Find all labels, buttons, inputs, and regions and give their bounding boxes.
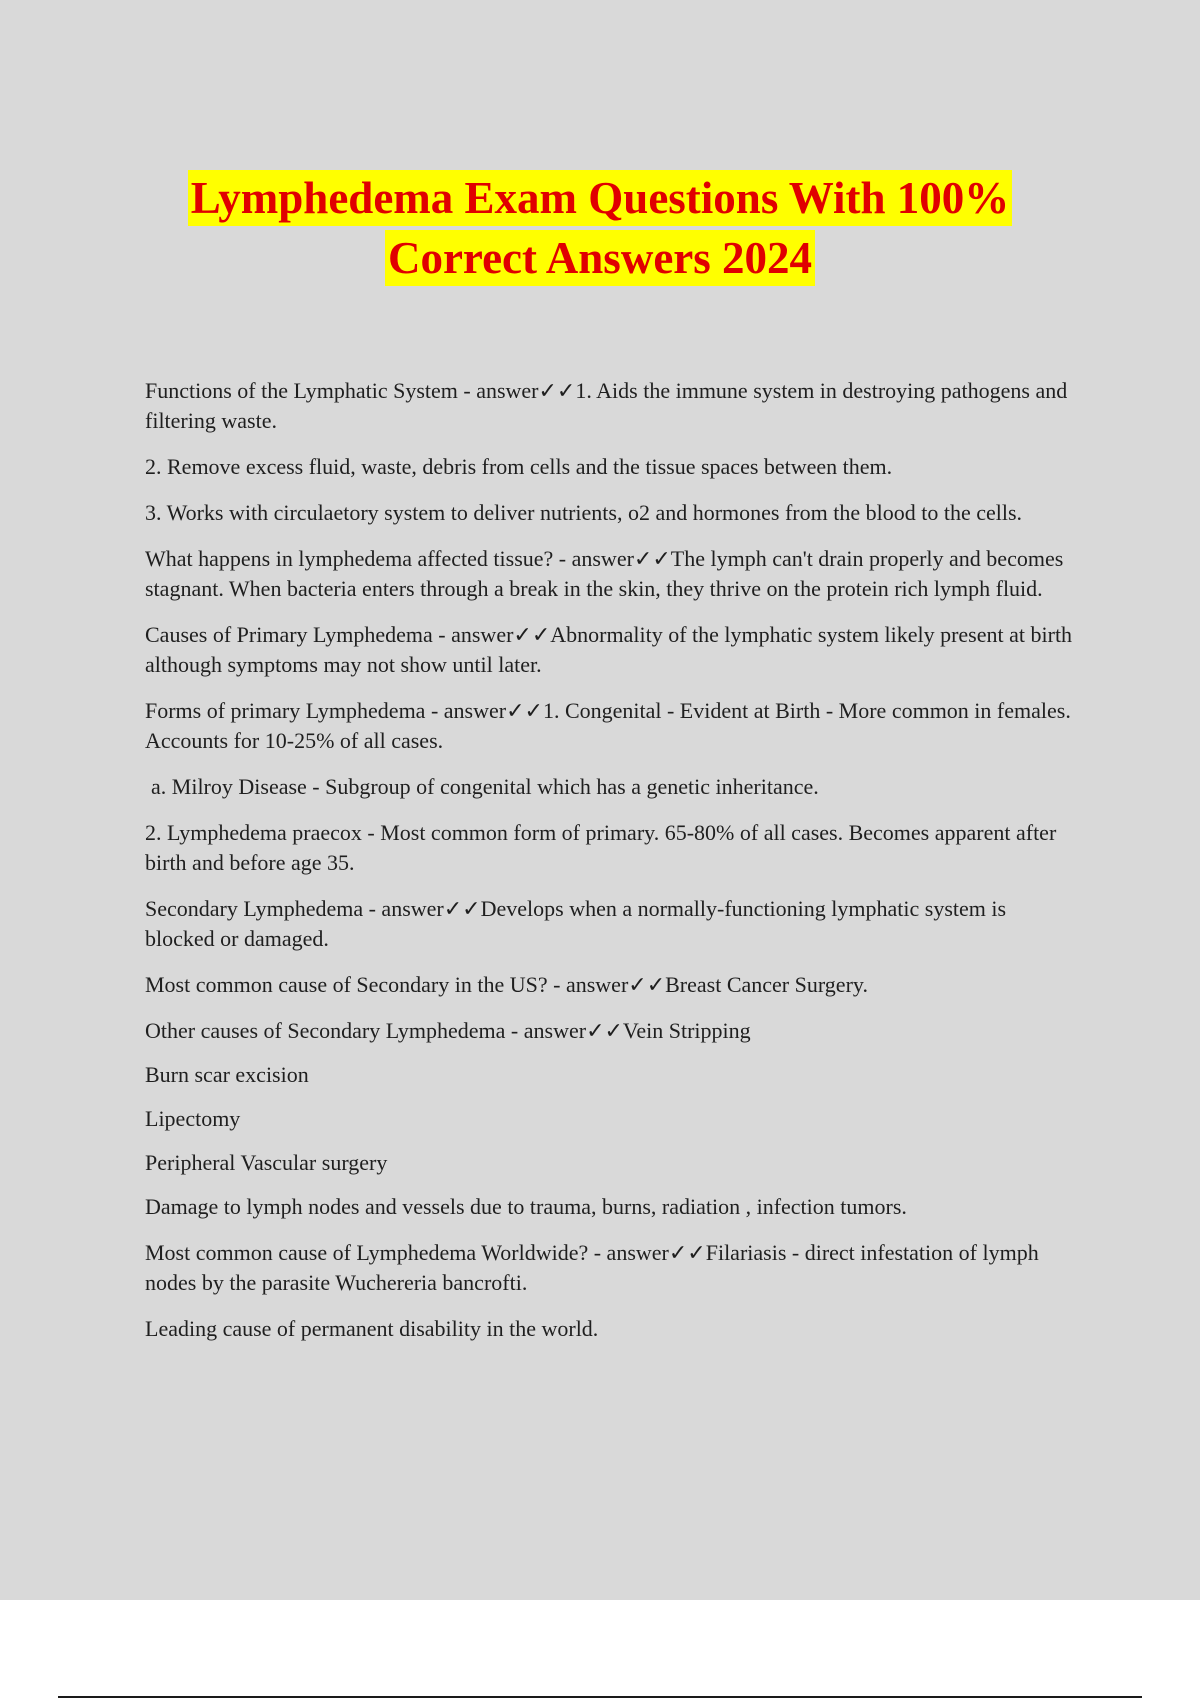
- paragraph: Other causes of Secondary Lymphedema - answer✓✓Vein Stripping: [145, 1018, 751, 1043]
- paragraph: Leading cause of permanent disability in the world.: [145, 1316, 599, 1341]
- title-line-1: Lymphedema Exam Questions With 100%: [188, 170, 1012, 226]
- document-title: [0, 168, 1200, 288]
- paragraph: Causes of Primary Lymphedema - answer✓✓Abnormality of the lymphatic system likely present at birth although symptoms may not show until later.: [145, 622, 1073, 677]
- paragraph: Damage to lymph nodes and vessels due to trauma, burns, radiation , infection tumors.: [145, 1194, 907, 1219]
- paragraph: Peripheral Vascular surgery: [145, 1150, 388, 1175]
- paragraph: Most common cause of Lymphedema Worldwide? - answer✓✓Filariasis - direct infestation of lymph nodes by the parasite Wuchereria bancrofti.: [145, 1240, 1039, 1295]
- paragraph: Most common cause of Secondary in the US? - answer✓✓Breast Cancer Surgery.: [145, 972, 868, 997]
- document-body: [145, 376, 1080, 1360]
- paragraph: 3. Works with circulaetory system to deliver nutrients, o2 and hormones from the blood to the cells.: [145, 500, 1023, 525]
- paragraph: Burn scar excision: [145, 1062, 309, 1087]
- paragraph: a. Milroy Disease - Subgroup of congenital which has a genetic inheritance.: [151, 774, 819, 799]
- paragraph: Secondary Lymphedema - answer✓✓Develops when a normally-functioning lymphatic system is blocked or damaged.: [145, 896, 1007, 951]
- paragraph: Lipectomy: [145, 1106, 241, 1131]
- title-line-2: Correct Answers 2024: [385, 230, 815, 286]
- paragraph: 2. Remove excess fluid, waste, debris from cells and the tissue spaces between them.: [145, 454, 893, 479]
- paragraph: Forms of primary Lymphedema - answer✓✓1. Congenital - Evident at Birth - More common in females. Accounts for 10-25% of all cases.: [145, 698, 1071, 753]
- paragraph: Functions of the Lymphatic System - answer✓✓1. Aids the immune system in destroying pathogens and filtering waste.: [145, 378, 1068, 433]
- footer-divider: [58, 1696, 1142, 1698]
- paragraph: What happens in lymphedema affected tissue? - answer✓✓The lymph can't drain properly and becomes stagnant. When bacteria enters through a break in the skin, they thrive on the protein rich lymph fluid.: [145, 546, 1064, 601]
- paragraph: 2. Lymphedema praecox - Most common form of primary. 65-80% of all cases. Becomes apparent after birth and before age 35.: [145, 820, 1057, 875]
